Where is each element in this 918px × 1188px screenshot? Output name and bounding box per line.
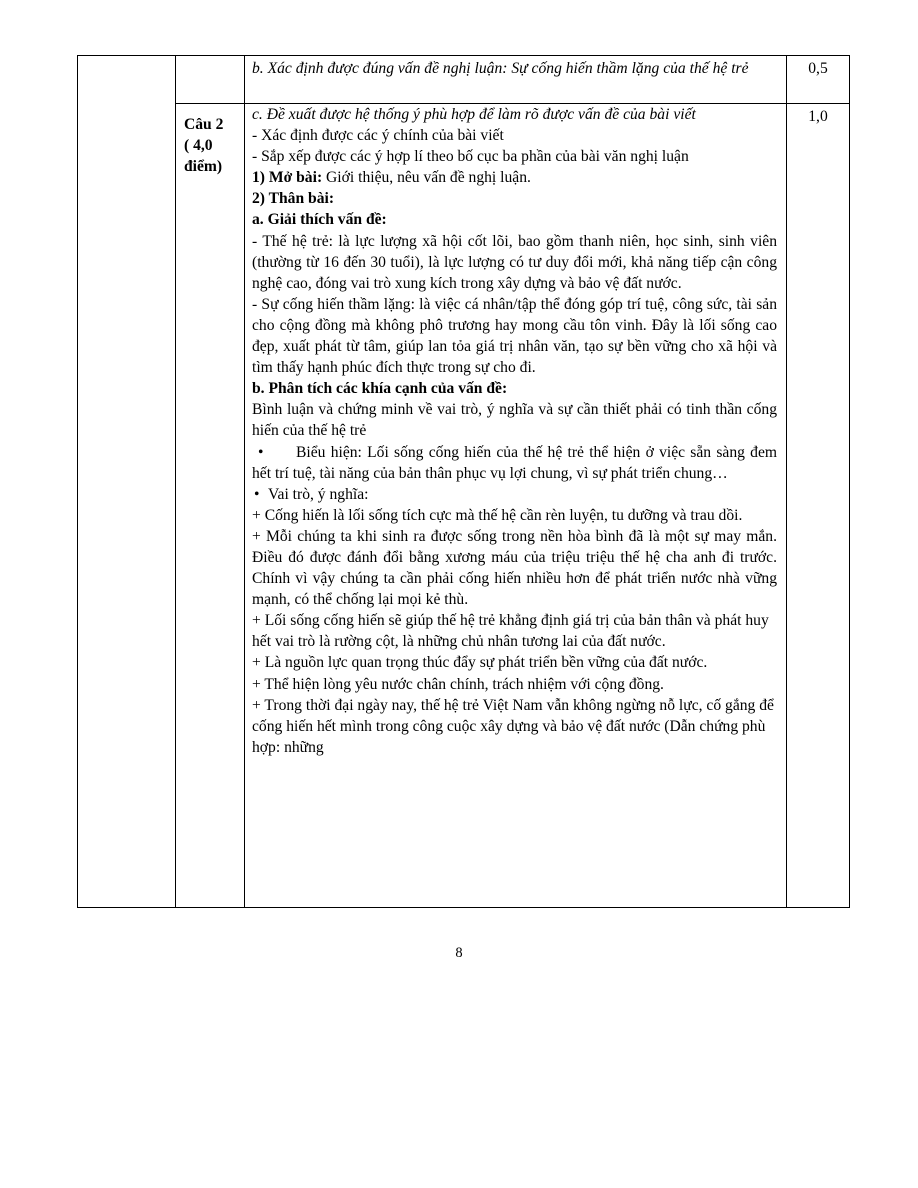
criterion-b: b. Xác định được đúng vấn đề nghị luận: Sự cống hiến thầm lặng của thế hệ trẻ (252, 60, 749, 77)
paragraph: - Sắp xếp được các ý hợp lí theo bố cục ba phần của bài văn nghị luận (252, 148, 689, 166)
paragraph: Bình luận và chứng minh về vai trò, ý nghĩa và sự cần thiết phải có tinh thần cống hiến của thế hệ trẻ (252, 401, 777, 440)
paragraph: + Cống hiến là lối sống tích cực mà thế hệ cần rèn luyện, tu dưỡng và trau dồi. (252, 506, 743, 524)
mo-bai-label: 1) Mở bài: (252, 169, 323, 187)
question-label (184, 114, 223, 177)
paragraph: + Là nguồn lực quan trọng thúc đẩy sự phát triển bền vững của đất nước. (252, 654, 708, 672)
paragraph: + Mỗi chúng ta khi sinh ra được sống trong nền hòa bình đã là một sự may mắn. Điều đó được đánh đổi bằng xương máu của triệu triệu thế hệ cha anh đi trước. Chính vì vậy chúng ta cần phải cống hiến nhiều hơn để phát triển nước nhà vững mạnh, có thể chống lại mọi kẻ thù. (252, 527, 777, 609)
paragraph: - Thế hệ trẻ: là lực lượng xã hội cốt lõi, bao gồm thanh niên, học sinh, sinh viên (thường từ 16 đến 30 tuổi), là lực lượng có tư duy đổi mới, khả năng tiếp cận công nghệ cao, đóng vai trò xung kích trong xây dựng và bảo vệ đất nước. (252, 232, 777, 292)
question-number: Câu 2 (184, 116, 224, 133)
bullet-item (252, 484, 777, 505)
row2-content (252, 104, 777, 758)
row2-score: 1,0 (808, 108, 828, 125)
paragraph: + Lối sống cống hiến sẽ giúp thế hệ trẻ khẳng định giá trị của bản thân và phát huy hết vai trò là rường cột, là những chủ nhân tương lai của đất nước. (252, 612, 769, 651)
mo-bai (252, 167, 777, 188)
paragraph: - Sự cống hiến thầm lặng: là việc cá nhân/tập thể đóng góp trí tuệ, công sức, tài sản cho cộng đồng mà không phô trương hay mong cầu tôn vinh. Đây là lối sống cao đẹp, xuất phát từ tâm, giúp lan tỏa giá trị nhân văn, tạo sự bền vững cho xã hội và tìm thấy hạnh phúc đích thực trong sự cho đi. (252, 295, 777, 377)
mo-bai-text: Giới thiệu, nêu vấn đề nghị luận. (322, 169, 531, 187)
bullet-text: Biểu hiện: Lối sống cống hiến của thế hệ trẻ thể hiện ở việc sẵn sàng đem hết trí tuệ, tài năng của bản thân phục vụ lợi chung, vì sự phát triển chung… (252, 443, 777, 482)
bullet-icon: • (254, 485, 260, 503)
question-points: ( 4,0 (184, 137, 213, 154)
answer-table (77, 55, 850, 908)
column-divider (175, 56, 176, 907)
paragraph: - Xác định được các ý chính của bài viết (252, 127, 504, 145)
column-divider (244, 56, 245, 907)
than-bai-heading: 2) Thân bài: (252, 190, 335, 208)
paragraph: + Trong thời đại ngày nay, thế hệ trẻ Việt Nam vẫn không ngừng nỗ lực, cố gắng để cống hiến hết mình trong công cuộc xây dựng và bảo vệ đất nước (Dẫn chứng phù hợp: những (252, 696, 774, 756)
phan-tich-heading: b. Phân tích các khía cạnh của vấn đề: (252, 380, 508, 398)
column-divider (786, 56, 787, 907)
bullet-item (252, 442, 777, 484)
bullet-icon: • (258, 443, 264, 461)
giai-thich-heading: a. Giải thích vấn đề: (252, 211, 387, 229)
row1-score: 0,5 (808, 60, 828, 77)
bullet-text: Vai trò, ý nghĩa: (268, 485, 369, 503)
paragraph: + Thể hiện lòng yêu nước chân chính, trách nhiệm với cộng đồng. (252, 675, 664, 693)
criterion-c: c. Đề xuất được hệ thống ý phù hợp để làm rõ được vấn đề của bài viết (252, 106, 696, 123)
row1-content (252, 58, 777, 79)
question-points-unit: điểm) (184, 158, 223, 175)
page-number: 8 (455, 945, 463, 961)
